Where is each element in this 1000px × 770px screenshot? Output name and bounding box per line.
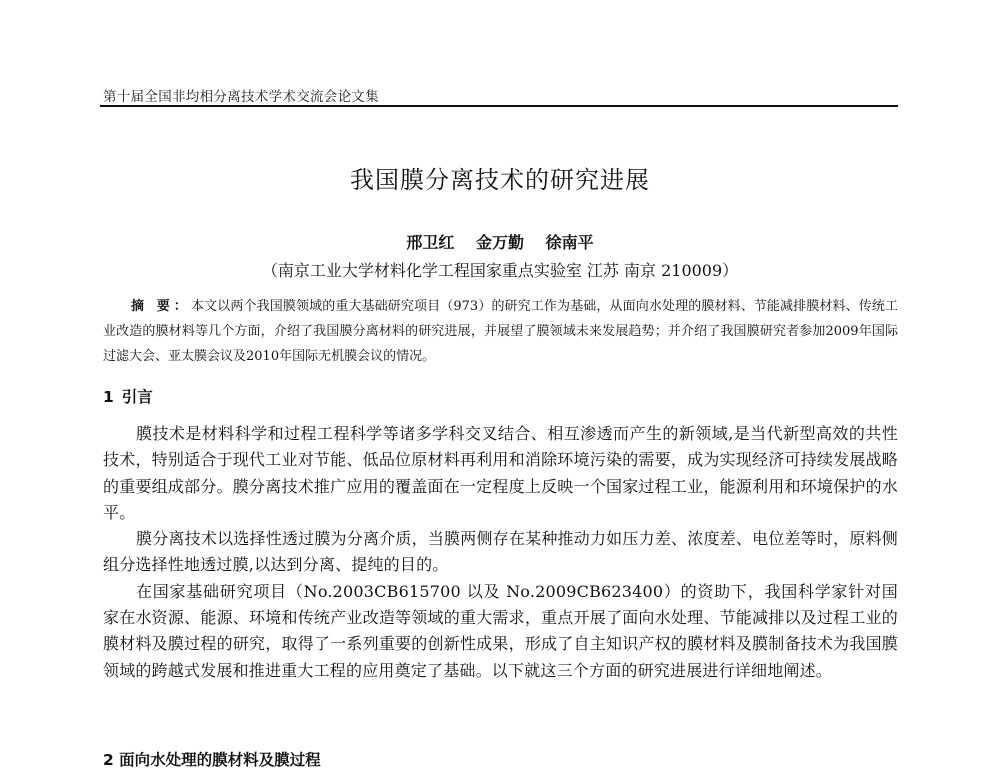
- paragraph: 膜分离技术以选择性透过膜为分离介质，当膜两侧存在某种推动力如压力差、浓度差、电位差等时，原料侧组分选择性地透过膜,以达到分离、提纯的目的。: [103, 529, 898, 575]
- next-section-heading: 2 面向水处理的膜材料及膜过程: [103, 751, 321, 769]
- section-heading: [103, 385, 153, 407]
- section-number: 1: [103, 388, 114, 406]
- author-name: 金万勤: [475, 233, 524, 252]
- author-list: [0, 230, 1000, 253]
- running-header: 第十届全国非均相分离技术学术交流会论文集: [103, 89, 379, 105]
- paragraph: 膜技术是材料科学和过程工程科学等诸多学科交叉结合、相互渗透而产生的新领域,是当代新型高效的共性技术，特别适合于现代工业对节能、低品位原材料再利用和消除环境污染的需要，成为实现经济可持续发展战略的重要组成部分。膜分离技术推广应用的覆盖面在一定程度上反映一个国家过程工业，能源利用和环境保护的水平。: [103, 424, 898, 522]
- header-rule: [100, 105, 898, 107]
- body-text: [103, 421, 898, 684]
- section-title: 引言: [121, 388, 153, 406]
- author-name: 徐南平: [545, 233, 594, 252]
- abstract-label: 摘 要：: [131, 299, 192, 314]
- paper-title: 我国膜分离技术的研究进展: [350, 166, 650, 194]
- abstract-text: 本文以两个我国膜领域的重大基础研究项目（973）的研究工作为基础，从面向水处理的膜材料、节能减排膜材料、传统工业改造的膜材料等几个方面，介绍了我国膜分离材料的研究进展，并展望了膜领域未来发展趋势；并介绍了我国膜研究者参加2009年国际过滤大会、亚太膜会议及2010年国际无机膜会议的情况。: [103, 299, 898, 364]
- author-name: 邢卫红: [406, 233, 455, 252]
- paragraph: 在国家基础研究项目（No.2003CB615700 以及 No.2009CB623400）的资助下，我国科学家针对国家在水资源、能源、环境和传统产业改造等领域的重大需求，重点开展了面向水处理、节能减排以及过程工业的膜材料及膜过程的研究，取得了一系列重要的创新性成果，形成了自主知识产权的膜材料及膜制备技术为我国膜领域的跨越式发展和推进重大工程的应用奠定了基础。以下就这三个方面的研究进展进行详细地阐述。: [103, 581, 898, 680]
- affiliation: （南京工业大学材料化学工程国家重点实验室 江苏 南京 210009）: [261, 261, 739, 280]
- abstract: [103, 294, 898, 369]
